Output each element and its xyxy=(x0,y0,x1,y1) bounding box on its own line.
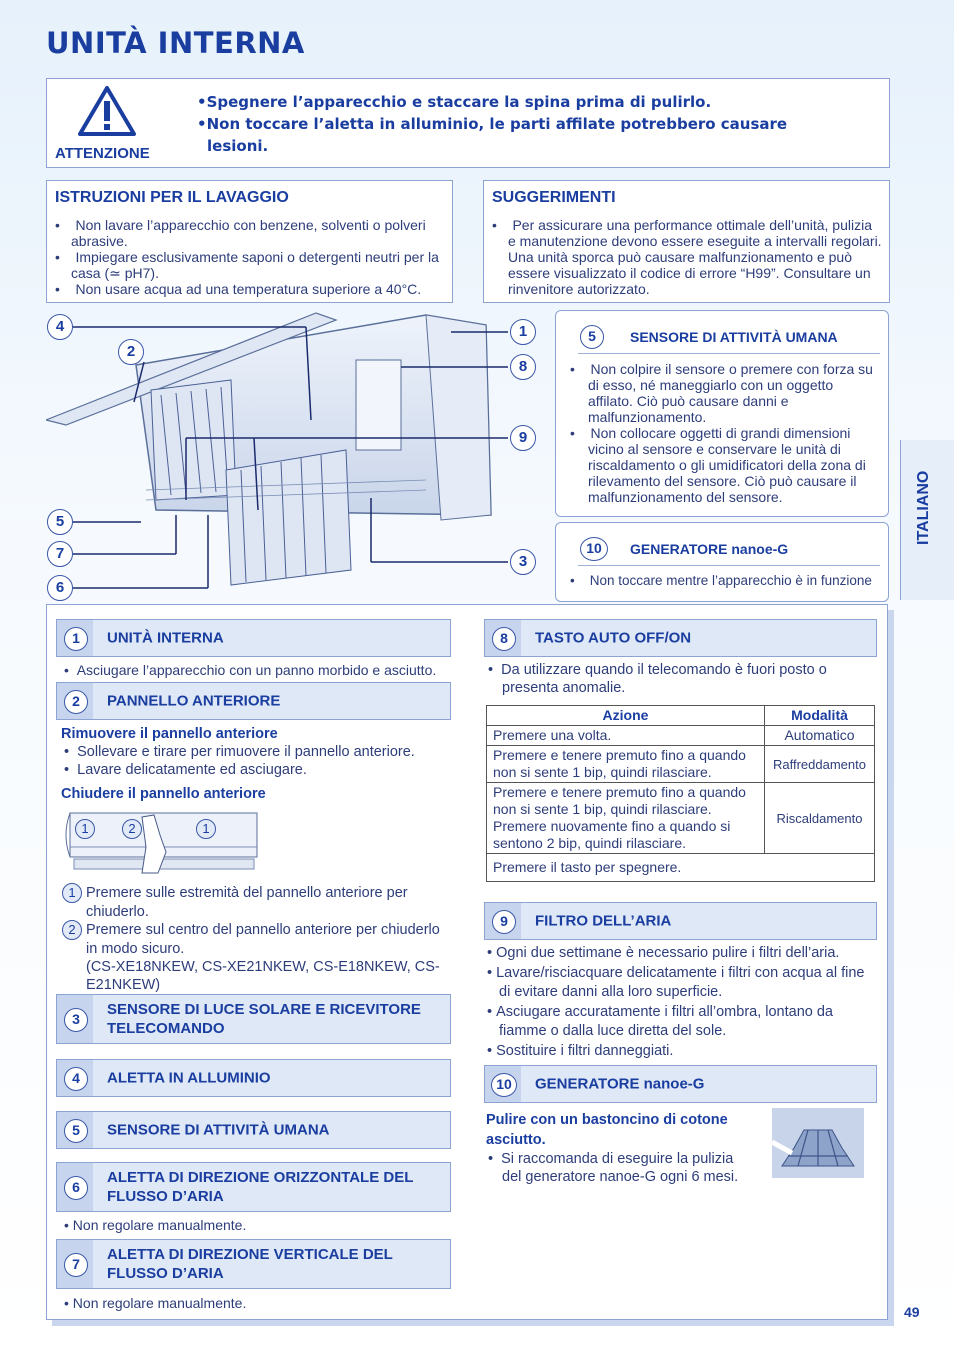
tips-title: SUGGERIMENTI xyxy=(492,189,616,206)
callout-4: 4 xyxy=(47,314,73,340)
section-7-list xyxy=(60,1294,450,1312)
warning-label: ATTENZIONE xyxy=(55,145,150,162)
section-title: FILTRO DELL’ARIA xyxy=(535,912,672,930)
section-number: 7 xyxy=(64,1253,88,1277)
section-number: 10 xyxy=(491,1073,517,1097)
warning-line: •Non toccare l’aletta in alluminio, le parti affilate potrebbero causare lesioni. xyxy=(197,115,788,155)
section-2-step-1: 1 Premere sulle estremità del pannello anteriore per chiuderlo. xyxy=(62,883,447,921)
list-item: • Lavare delicatamente ed asciugare. xyxy=(64,762,307,778)
table-cell: Riscaldamento xyxy=(765,783,875,854)
table-cell: Premere e tenere premuto fino a quando non si sente 1 bip, quindi rilasciare. Premere nuovamente fino a quando si sentono 2 bip, quindi rilasciare. xyxy=(487,783,765,854)
list-item: • Per assicurare una performance ottimale dell’unità, pulizia e manutenzione devono essere eseguite a intervalli regolari. Una unità sporca può causare malfunzionamento e può essere visualizzato il codice di errore “H99”. Consultare un rinvenitore autorizzato. xyxy=(492,217,882,297)
subheading: Chiudere il pannello anteriore xyxy=(61,786,266,802)
table-cell: Premere il tasto per spegnere. xyxy=(487,854,875,882)
section-title: UNITÀ INTERNA xyxy=(107,629,224,647)
callout-5: 5 xyxy=(47,509,73,535)
section-7-header xyxy=(56,1239,451,1289)
section-number: 1 xyxy=(64,627,88,651)
callout-8: 8 xyxy=(510,354,536,380)
callout-3: 3 xyxy=(510,549,536,575)
list-item: • Lavare/risciacquare delicatamente i filtri con acqua al fine di evitare danni alla loro superficie. xyxy=(487,964,865,1000)
section-number: 4 xyxy=(64,1067,88,1091)
washing-instructions-box xyxy=(46,180,453,303)
section-1-list xyxy=(60,661,450,679)
list-item: • Non lavare l’apparecchio con benzene, solventi o polveri abrasive. xyxy=(55,217,426,249)
section-title: ALETTA IN ALLUMINIO xyxy=(107,1069,271,1087)
list-item: • Si raccomanda di eseguire la pulizia del generatore nanoe-G ogni 6 mesi. xyxy=(488,1151,739,1185)
warning-box xyxy=(46,78,890,168)
panel-closing-figure xyxy=(62,807,262,879)
section-4-header xyxy=(56,1059,451,1097)
sensor-list xyxy=(570,361,880,505)
table-header-row xyxy=(487,706,875,726)
table-row xyxy=(487,783,875,854)
list-item: • Non regolare manualmente. xyxy=(64,1295,247,1311)
list-item: • Ogni due settimane è necessario pulire i filtri dell’aria. xyxy=(487,945,840,961)
section-title: ALETTA DI DIREZIONE ORIZZONTALE DEL FLUSSO D’ARIA xyxy=(107,1169,414,1205)
list-item: • Non usare acqua ad una temperatura superiore a 40°C. xyxy=(55,281,422,297)
table-row xyxy=(487,746,875,783)
sensor-number: 5 xyxy=(580,325,604,349)
section-2-step-2: 2 Premere sul centro del pannello anteriore per chiuderlo in modo sicuro. (CS-XE18NKEW, CS-XE21NKEW, CS-E18NKEW, CS-E21NKEW) xyxy=(62,920,447,994)
section-10-list xyxy=(486,1150,756,1186)
section-title: ALETTA DI DIREZIONE VERTICALE DEL FLUSSO D’ARIA xyxy=(107,1246,393,1282)
page-number: 49 xyxy=(904,1304,920,1320)
language-label: ITALIANO xyxy=(915,470,932,545)
list-item: • Asciugare l’apparecchio con un panno morbido e asciutto. xyxy=(64,662,437,678)
page-title: UNITÀ INTERNA xyxy=(46,26,305,60)
warning-icon xyxy=(77,85,137,137)
table-cell: Automatico xyxy=(765,726,875,746)
step-number: 2 xyxy=(62,920,82,940)
section-title: GENERATORE nanoe-G xyxy=(535,1075,705,1093)
section-9-list xyxy=(486,944,871,1061)
table-cell: Raffreddamento xyxy=(765,746,875,783)
figure-label: 1 xyxy=(196,819,216,839)
warning-line: •Spegnere l’apparecchio e staccare la spina prima di pulirlo. xyxy=(197,93,712,111)
section-number: 9 xyxy=(492,910,516,934)
model-list: (CS-XE18NKEW, CS-XE21NKEW, CS-E18NKEW, CS-E21NKEW) xyxy=(86,959,440,993)
divider xyxy=(578,353,880,354)
list-item: • Sollevare e tirare per rimuovere il pannello anteriore. xyxy=(64,744,415,760)
section-number: 5 xyxy=(64,1119,88,1143)
section-5-header xyxy=(56,1111,451,1149)
section-2-header xyxy=(56,682,451,720)
section-8-list xyxy=(486,661,871,697)
tips-box xyxy=(483,180,890,303)
subheading: Pulire con un bastoncino di cotone asciutto. xyxy=(486,1112,728,1148)
nanoe-title: GENERATORE nanoe-G xyxy=(630,541,789,557)
section-10-header xyxy=(484,1065,877,1103)
callout-6: 6 xyxy=(47,575,73,601)
section-6-list xyxy=(60,1216,450,1234)
nanoe-list xyxy=(570,573,880,589)
divider xyxy=(578,565,880,566)
section-1-header xyxy=(56,619,451,657)
table-cell: Premere e tenere premuto fino a quando non si sente 1 bip, quindi rilasciare. xyxy=(487,746,765,783)
section-title: SENSORE DI ATTIVITÀ UMANA xyxy=(107,1121,330,1139)
section-6-header xyxy=(56,1162,451,1212)
callout-9: 9 xyxy=(510,425,536,451)
callout-7: 7 xyxy=(47,541,73,567)
step-number: 1 xyxy=(62,883,82,903)
section-9-header xyxy=(484,902,877,940)
table-header: Modalità xyxy=(765,706,875,726)
list-item: • Impiegare esclusivamente saponi o detergenti neutri per la casa (≃ pH7). xyxy=(55,249,439,281)
section-title: PANNELLO ANTERIORE xyxy=(107,692,281,710)
auto-button-table xyxy=(486,705,875,882)
warning-text xyxy=(197,91,827,157)
sensor-warning-box xyxy=(555,310,889,517)
section-number: 6 xyxy=(64,1176,88,1200)
nanoe-generator-image xyxy=(772,1108,864,1178)
table-row xyxy=(487,854,875,882)
list-item: • Asciugare accuratamente i filtri all’ombra, lontano da fiamme o dalla luce diretta del sole. xyxy=(487,1003,834,1039)
tips-list xyxy=(492,217,883,297)
table-cell: Premere una volta. xyxy=(487,726,765,746)
callout-1: 1 xyxy=(510,319,536,345)
section-title: SENSORE DI LUCE SOLARE E RICEVITORE TELECOMANDO xyxy=(107,1001,421,1037)
list-item: • Non collocare oggetti di grandi dimensioni vicino al sensore e conservare le unità di riscaldamento o gli umidificatori della zona di rilevamento del sensore. Ciò può causare il malfunzionamento del sensore. xyxy=(570,425,866,505)
subheading: Rimuovere il pannello anteriore xyxy=(61,726,278,742)
callout-2: 2 xyxy=(118,339,144,365)
list-item: • Non toccare mentre l’apparecchio è in funzione xyxy=(570,573,872,588)
list-item: • Da utilizzare quando il telecomando è fuori posto o presenta anomalie. xyxy=(488,662,827,696)
list-item: • Non colpire il sensore o premere con forza su di esso, né maneggiarlo con un oggetto affilato. Ciò può causare danni e malfunzionamento. xyxy=(570,361,873,425)
section-title: TASTO AUTO OFF/ON xyxy=(535,629,692,647)
washing-list xyxy=(55,217,446,297)
section-number: 3 xyxy=(64,1008,88,1032)
nanoe-number: 10 xyxy=(580,537,608,561)
section-3-header xyxy=(56,994,451,1044)
sensor-title: SENSORE DI ATTIVITÀ UMANA xyxy=(630,329,838,345)
section-number: 2 xyxy=(64,690,88,714)
list-item: • Sostituire i filtri danneggiati. xyxy=(487,1042,674,1059)
section-8-header xyxy=(484,619,877,657)
section-number: 8 xyxy=(492,627,516,651)
figure-label: 2 xyxy=(122,819,142,839)
table-header: Azione xyxy=(487,706,765,726)
washing-title: ISTRUZIONI PER IL LAVAGGIO xyxy=(55,189,289,206)
section-2-remove-list xyxy=(60,743,450,779)
figure-label: 1 xyxy=(75,819,95,839)
list-item: • Non regolare manualmente. xyxy=(64,1217,247,1233)
table-row xyxy=(487,726,875,746)
nanoe-warning-box xyxy=(555,522,889,602)
